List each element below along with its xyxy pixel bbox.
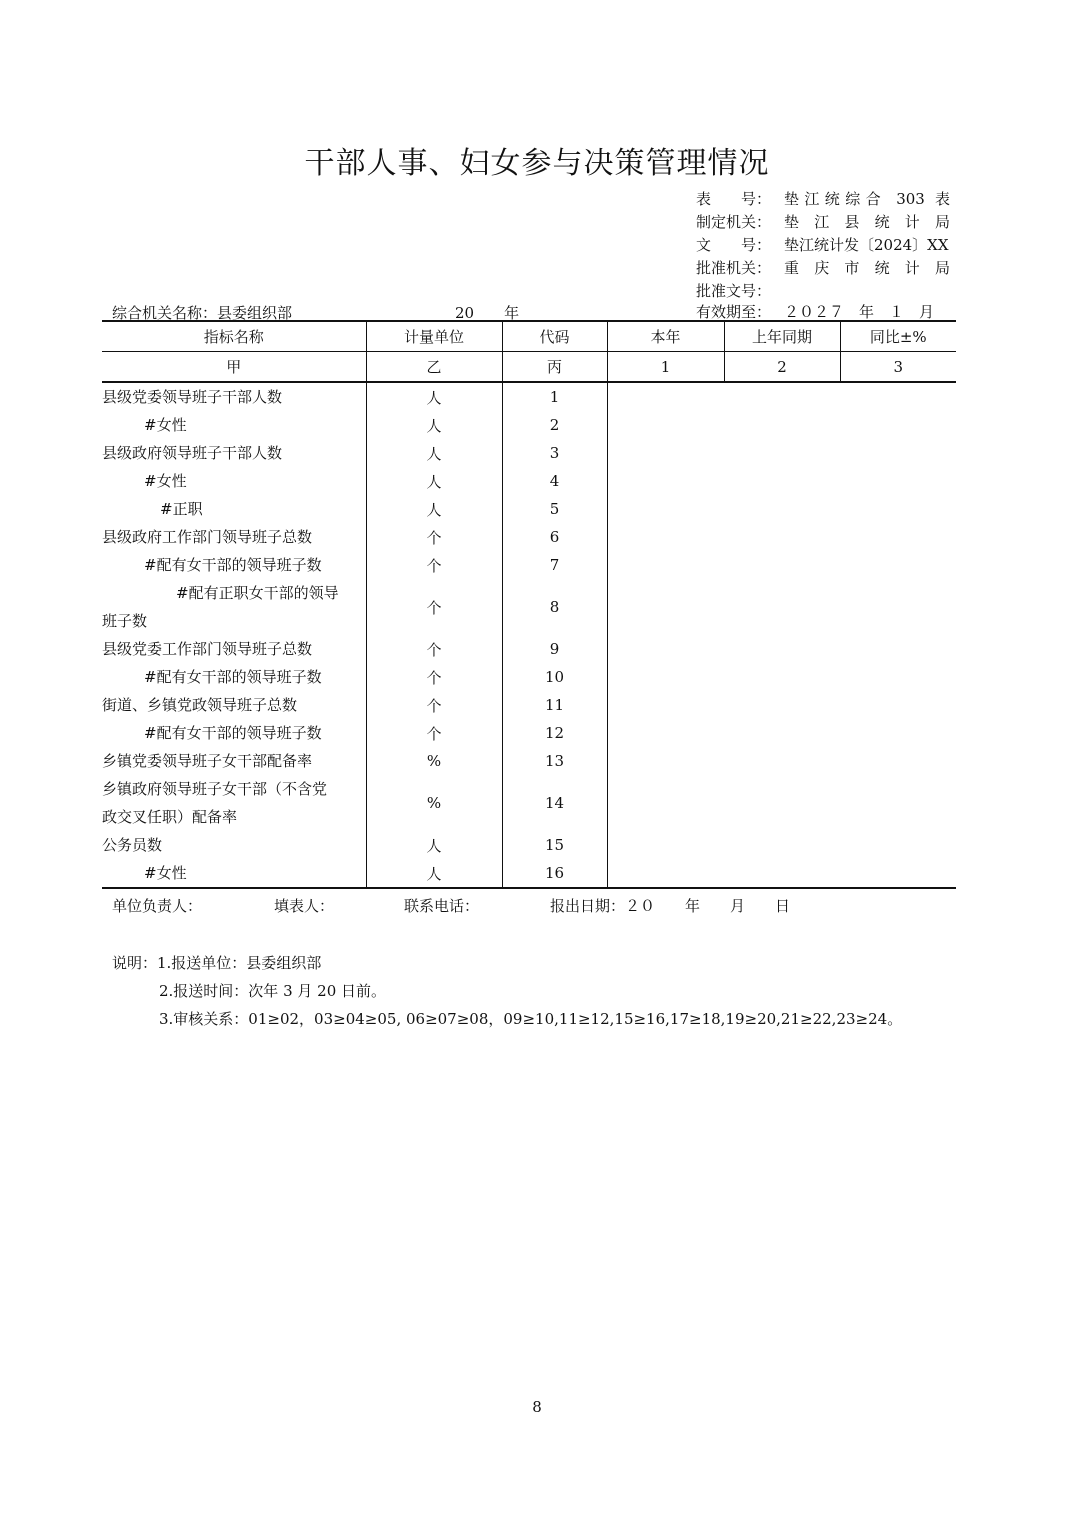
value-cell[interactable] xyxy=(840,831,956,859)
indicator-name: 街道、乡镇党政领导班子总数 xyxy=(102,691,366,719)
value-cell[interactable] xyxy=(607,551,724,579)
unit-cell: 人 xyxy=(366,411,502,439)
value-cell[interactable] xyxy=(840,495,956,523)
meta-issuing-agency xyxy=(696,211,950,232)
value-cell[interactable] xyxy=(724,411,840,439)
meta-label: 文 号： xyxy=(696,236,772,254)
table-row xyxy=(102,635,956,663)
value-cell[interactable] xyxy=(607,747,724,775)
value-cell[interactable] xyxy=(724,635,840,663)
table-body xyxy=(102,382,956,888)
report-year: 20 年 xyxy=(455,304,520,322)
value-cell[interactable] xyxy=(607,775,724,831)
indicator-name-line: 政交叉任职）配备率 xyxy=(102,808,238,826)
value-cell[interactable] xyxy=(607,859,724,888)
unit-cell: 个 xyxy=(366,579,502,635)
value-cell[interactable] xyxy=(607,382,724,411)
value-cell[interactable] xyxy=(607,831,724,859)
code-cell: 16 xyxy=(502,859,607,888)
code-cell: 11 xyxy=(502,691,607,719)
table-row xyxy=(102,551,956,579)
table-row xyxy=(102,691,956,719)
table-row xyxy=(102,523,956,551)
value-cell[interactable] xyxy=(724,663,840,691)
indicator-name: #配有女干部的领导班子数 xyxy=(102,719,366,747)
value-cell[interactable] xyxy=(607,411,724,439)
code-cell: 12 xyxy=(502,719,607,747)
code-cell: 7 xyxy=(502,551,607,579)
indicator-name: #女性 xyxy=(102,859,366,888)
indicator-name-line: 乡镇政府领导班子女干部（不含党 xyxy=(102,780,328,798)
meta-approval-number xyxy=(696,280,950,301)
indicator-name: 县级党委领导班子干部人数 xyxy=(102,382,366,411)
note-line: 2.报送时间：次年 3 月 20 日前。 xyxy=(159,982,387,1000)
meta-label: 批准文号： xyxy=(696,282,772,300)
value-cell[interactable] xyxy=(607,467,724,495)
value-cell[interactable] xyxy=(724,579,840,635)
value-cell[interactable] xyxy=(724,831,840,859)
table-row xyxy=(102,495,956,523)
indicator-name: #女性 xyxy=(102,467,366,495)
value-cell[interactable] xyxy=(840,439,956,467)
column-header: 计量单位 xyxy=(366,321,502,352)
value-cell[interactable] xyxy=(607,523,724,551)
value-cell[interactable] xyxy=(840,691,956,719)
page-number: 8 xyxy=(532,1398,542,1416)
meta-label: 表 号： xyxy=(696,190,772,208)
value-cell[interactable] xyxy=(840,523,956,551)
indicator-name xyxy=(102,579,366,635)
meta-form-number xyxy=(696,188,950,209)
meta-value: 垫江统计发〔2024〕XX xyxy=(784,236,949,254)
table-row xyxy=(102,439,956,467)
footer-filler: 填表人： xyxy=(274,897,335,915)
code-cell: 5 xyxy=(502,495,607,523)
meta-document-number xyxy=(696,234,950,255)
footer-report-date: 报出日期：２０ 年 月 日 xyxy=(550,897,791,915)
footer-unit-head: 单位负责人： xyxy=(112,897,203,915)
unit-cell: 人 xyxy=(366,495,502,523)
table-row xyxy=(102,719,956,747)
indicator-name-line: #配有正职女干部的领导 xyxy=(176,584,339,602)
value-cell[interactable] xyxy=(840,859,956,888)
table-row xyxy=(102,663,956,691)
value-cell[interactable] xyxy=(840,551,956,579)
unit-cell: 人 xyxy=(366,439,502,467)
table-row xyxy=(102,579,956,635)
value-cell[interactable] xyxy=(607,495,724,523)
code-cell: 1 xyxy=(502,382,607,411)
value-cell[interactable] xyxy=(724,775,840,831)
unit-cell: % xyxy=(366,775,502,831)
unit-cell: 个 xyxy=(366,691,502,719)
code-cell: 13 xyxy=(502,747,607,775)
column-header: 同比±% xyxy=(840,321,956,352)
indicator-name xyxy=(102,775,366,831)
value-cell[interactable] xyxy=(840,467,956,495)
indicator-name: 乡镇党委领导班子女干部配备率 xyxy=(102,747,366,775)
column-header: 上年同期 xyxy=(724,321,840,352)
meta-value: 垫江统综合 303 表 xyxy=(784,190,950,208)
code-cell: 8 xyxy=(502,579,607,635)
value-cell[interactable] xyxy=(607,439,724,467)
org-name: 综合机关名称：县委组织部 xyxy=(112,304,293,322)
code-cell: 3 xyxy=(502,439,607,467)
value-cell[interactable] xyxy=(724,859,840,888)
indicator-name: #女性 xyxy=(102,411,366,439)
column-header: 代码 xyxy=(502,321,607,352)
value-cell[interactable] xyxy=(607,663,724,691)
value-cell[interactable] xyxy=(724,495,840,523)
value-cell[interactable] xyxy=(724,467,840,495)
meta-label: 批准机关： xyxy=(696,259,772,277)
code-cell: 9 xyxy=(502,635,607,663)
unit-cell: 个 xyxy=(366,551,502,579)
value-cell[interactable] xyxy=(840,719,956,747)
value-cell[interactable] xyxy=(607,635,724,663)
column-code: 丙 xyxy=(502,352,607,383)
value-cell[interactable] xyxy=(724,439,840,467)
column-code: 1 xyxy=(607,352,724,383)
statistics-table xyxy=(102,320,956,889)
column-code: 2 xyxy=(724,352,840,383)
valid-until-value: ２０２７ 年 １ 月 xyxy=(784,303,935,321)
column-header: 指标名称 xyxy=(102,321,366,352)
value-cell[interactable] xyxy=(840,747,956,775)
value-cell[interactable] xyxy=(724,691,840,719)
value-cell[interactable] xyxy=(840,635,956,663)
value-cell[interactable] xyxy=(840,663,956,691)
indicator-name: 县级党委工作部门领导班子总数 xyxy=(102,635,366,663)
table-row xyxy=(102,859,956,888)
unit-cell: 个 xyxy=(366,635,502,663)
note-line: 3.审核关系：01≥02，03≥04≥05, 06≥07≥08，09≥10,11≥12,15≥16,17≥18,19≥20,21≥22,23≥24。 xyxy=(159,1010,903,1028)
column-header: 本年 xyxy=(607,321,724,352)
value-cell[interactable] xyxy=(724,747,840,775)
value-cell[interactable] xyxy=(840,411,956,439)
table-row xyxy=(102,411,956,439)
value-cell[interactable] xyxy=(840,775,956,831)
meta-label: 制定机关： xyxy=(696,213,772,231)
unit-cell: 个 xyxy=(366,523,502,551)
meta-value: 垫江县统计局 xyxy=(784,213,950,231)
meta-approving-agency xyxy=(696,257,950,278)
indicator-name: 县级政府工作部门领导班子总数 xyxy=(102,523,366,551)
table-code-row xyxy=(102,352,956,383)
unit-cell: 人 xyxy=(366,859,502,888)
column-code: 甲 xyxy=(102,352,366,383)
code-cell: 4 xyxy=(502,467,607,495)
indicator-name: #正职 xyxy=(102,495,366,523)
indicator-name-line: 班子数 xyxy=(102,612,148,630)
column-code: 乙 xyxy=(366,352,502,383)
table-row xyxy=(102,747,956,775)
unit-cell: 个 xyxy=(366,663,502,691)
valid-until-label: 有效期至： xyxy=(696,303,772,321)
code-cell: 14 xyxy=(502,775,607,831)
code-cell: 10 xyxy=(502,663,607,691)
value-cell[interactable] xyxy=(607,691,724,719)
code-cell: 6 xyxy=(502,523,607,551)
indicator-name: #配有女干部的领导班子数 xyxy=(102,663,366,691)
value-cell[interactable] xyxy=(724,551,840,579)
meta-value: 重庆市统计局 xyxy=(784,259,950,277)
table-row xyxy=(102,467,956,495)
value-cell[interactable] xyxy=(607,579,724,635)
table-header-row xyxy=(102,321,956,352)
unit-cell: 人 xyxy=(366,467,502,495)
indicator-name: 县级政府领导班子干部人数 xyxy=(102,439,366,467)
code-cell: 2 xyxy=(502,411,607,439)
value-cell[interactable] xyxy=(724,382,840,411)
valid-until xyxy=(696,301,950,322)
value-cell[interactable] xyxy=(607,719,724,747)
value-cell[interactable] xyxy=(840,382,956,411)
code-cell: 15 xyxy=(502,831,607,859)
column-code: 3 xyxy=(840,352,956,383)
unit-cell: % xyxy=(366,747,502,775)
table-row xyxy=(102,775,956,831)
value-cell[interactable] xyxy=(724,523,840,551)
value-cell[interactable] xyxy=(840,579,956,635)
unit-cell: 人 xyxy=(366,831,502,859)
table-row xyxy=(102,382,956,411)
indicator-name: #配有女干部的领导班子数 xyxy=(102,551,366,579)
unit-cell: 个 xyxy=(366,719,502,747)
indicator-name: 公务员数 xyxy=(102,831,366,859)
note-line: 说明：1.报送单位：县委组织部 xyxy=(112,954,322,972)
page-title: 干部人事、妇女参与决策管理情况 xyxy=(304,146,770,181)
footer-phone: 联系电话： xyxy=(404,897,480,915)
table-row xyxy=(102,831,956,859)
value-cell[interactable] xyxy=(724,719,840,747)
unit-cell: 人 xyxy=(366,382,502,411)
